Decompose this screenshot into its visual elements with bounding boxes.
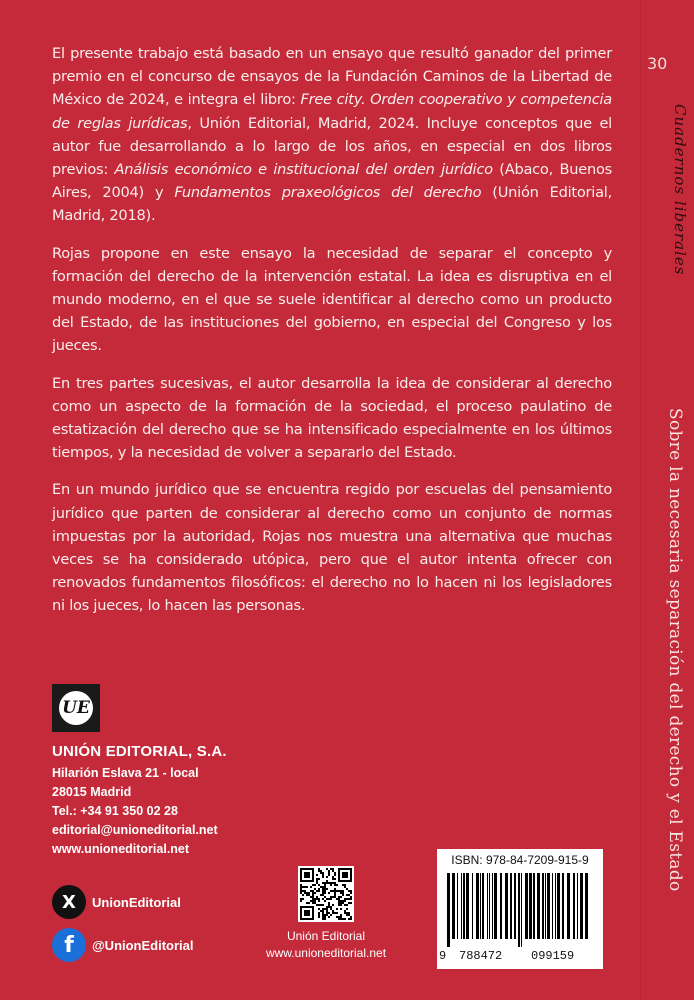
qr-code-graphic	[298, 866, 354, 922]
qr-code[interactable]	[298, 866, 354, 922]
publisher-email[interactable]: editorial@unioneditorial.net	[52, 823, 218, 837]
isbn-barcode	[437, 849, 603, 969]
paragraph-proposal: Rojas propone en este ensayo la necesidad de separar el concepto y formación del derecho de la intervención estatal. La idea es disruptiva en el mundo moderno, en el que se suele identificar al derecho como un producto del Estado, de las instituciones del gobierno, en especial del Congreso y los jueces.	[52, 244, 612, 355]
facebook-handle: @UnionEditorial	[92, 937, 194, 953]
isbn-label: ISBN: 978-84-7209-915-9	[451, 853, 589, 867]
paragraph-structure: En tres partes sucesivas, el autor desarrolla la idea de considerar al derecho como un aspecto de la formación de la sociedad, el proceso paulatino de estatización del derecho que se ha intensificado especialmente en los últimos tiempos, y la necesidad de volver a separarlo del Estado.	[52, 374, 612, 462]
publisher-logo	[52, 684, 100, 732]
series-number: 30	[647, 54, 668, 73]
x-logo-icon: X	[52, 885, 86, 919]
facebook-logo-icon: f	[52, 928, 86, 962]
back-cover-text	[52, 42, 612, 632]
publisher-logo-mark: UE	[59, 691, 93, 725]
barcode-digits-group1: 788472	[459, 949, 503, 963]
social-facebook[interactable]	[52, 928, 194, 962]
publisher-address: Hilarión Eslava 21 - local	[52, 766, 199, 780]
book-title-italic: Análisis económico e institucional del orden jurídico	[114, 161, 493, 179]
book-title-italic: Fundamentos praxeológicos del derecho	[174, 184, 482, 202]
paragraph-run: , Unión Editorial, Madrid, 2024. Incluye conceptos que el autor fue desarrollando a lo largo de los años, en especial en dos libros previos:	[52, 114, 612, 179]
qr-caption	[258, 928, 394, 962]
paragraph-conclusion: En un mundo jurídico que se encuentra regido por escuelas del pensamiento jurídico que parten de considerar al derecho como un conjunto de normas impuestas por la autoridad, Rojas nos muestra una alternativa que muchas veces se ha considerado utópica, pero que el autor intenta ofrecer con renovados fundamentos filosóficos: el derecho no lo hacen ni los legisladores ni los jueces, lo hacen las personas.	[52, 481, 612, 615]
publisher-city: 28015 Madrid	[52, 785, 132, 799]
barcode-digit-first: 9	[439, 949, 447, 963]
book-title-italic: Free city. Orden cooperativo y competencia de reglas jurídicas	[52, 91, 612, 132]
barcode-digits-group2: 099159	[531, 949, 575, 963]
qr-caption-url: www.unioneditorial.net	[265, 946, 387, 960]
paragraph-run: El presente trabajo está basado en un ensayo que resultó ganador del primer premio en el concurso de ensayos de la Fundación Caminos de la Libertad de México de 2024, e integra el libro:	[52, 45, 612, 109]
series-name: Cuadernos liberales	[671, 104, 689, 276]
paragraph-intro	[52, 42, 612, 228]
publisher-website[interactable]: www.unioneditorial.net	[52, 842, 190, 856]
publisher-info	[52, 742, 227, 859]
spine-title: Sobre la necesaria separación del derecho y el Estado	[665, 408, 685, 892]
social-x[interactable]	[52, 885, 181, 919]
qr-caption-name: Unión Editorial	[286, 929, 366, 943]
barcode-bars	[447, 873, 593, 947]
x-handle: UnionEditorial	[92, 894, 181, 910]
paragraph-run: (Unión Editorial, Madrid, 2018).	[52, 184, 613, 225]
spine-fold-line	[640, 0, 641, 1000]
publisher-phone: Tel.: +34 91 350 02 28	[52, 804, 178, 818]
publisher-name: UNIÓN EDITORIAL, S.A.	[52, 743, 227, 760]
paragraph-run: (Abaco, Buenos Aires, 2004) y	[52, 161, 613, 202]
